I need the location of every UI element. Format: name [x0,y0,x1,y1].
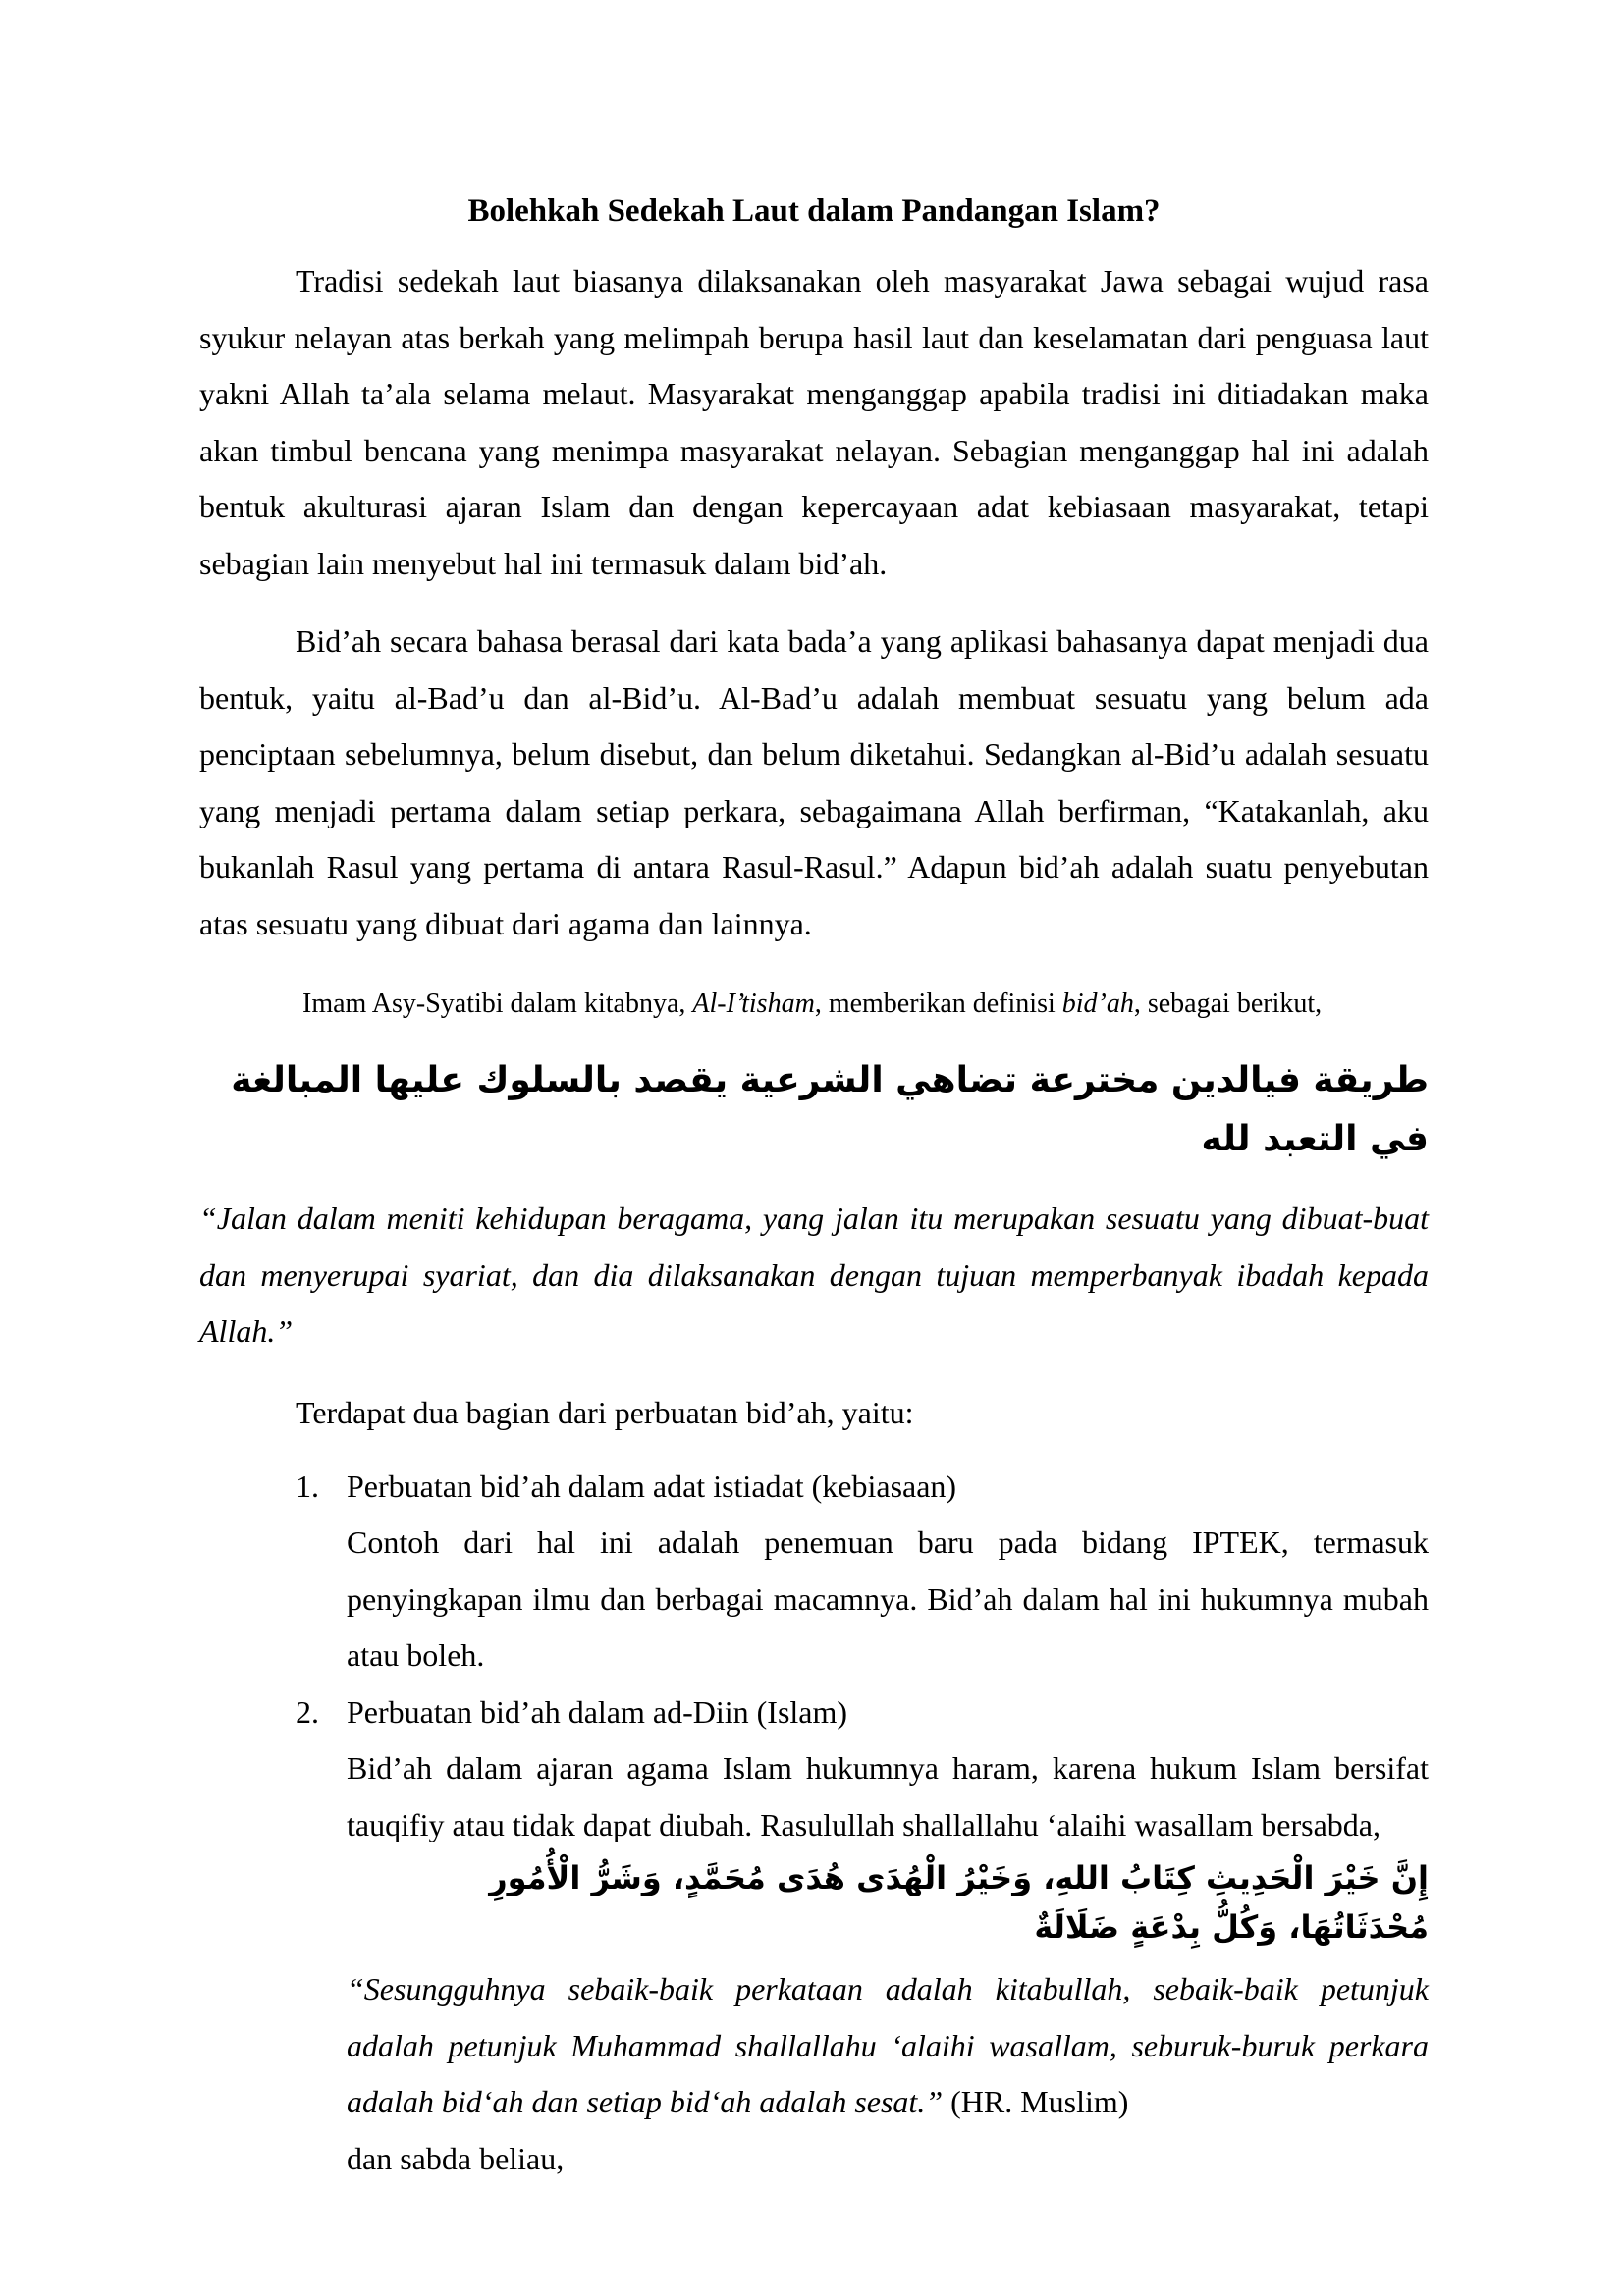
hadith-translation-text: “Sesungguhnya sebaik-baik perkataan adalah kitabullah, sebaik-baik petunjuk adalah petunjuk Muhammad shallallahu ‘alaihi wasallam, seburuk-buruk perkara adalah bid‘ah dan setiap bid‘ah adalah sesat.” [347,1971,1429,2119]
list-item-body: Contoh dari hal ini adalah penemuan baru pada bidang IPTEK, termasuk penyingkapan ilmu dan berbagai macamnya. Bid’ah dalam hal ini hukumnya mubah atau boleh. [347,1524,1429,1673]
definition-translation: “Jalan dalam meniti kehidupan beragama, yang jalan itu merupakan sesuatu yang dibuat-buat dan menyerupai syariat, dan dia dilaksanakan dengan tujuan memperbanyak ibadah kepada Allah.” [199,1201,1429,1349]
hadith-translation [347,1961,1429,2131]
list-number: 1. [296,1468,319,1504]
definition-intro-after: , sebagai berikut, [1133,988,1323,1019]
list-item-heading: Perbuatan bid’ah dalam adat istiadat (kebiasaan) [347,1468,957,1504]
document-page [199,187,1429,2187]
list-item-heading: Perbuatan bid’ah dalam ad-Diin (Islam) [347,1693,848,1730]
paragraph-bidah-definition: Bid’ah secara bahasa berasal dari kata bada’a yang aplikasi bahasanya dapat menjadi dua bentuk, yaitu al-Bad’u dan al-Bid’u. Al-Bad’u adalah membuat sesuatu yang belum ada penciptaan sebelumnya, belum disebut, dan belum diketahui. Sedangkan al-Bid’u adalah sesuatu yang menjadi pertama dalam setiap perkara, sebagaimana Allah berfirman, “Katakanlah, aku bukanlah Rasul yang pertama di antara Rasul-Rasul.” Adapun bid’ah adalah suatu penyebutan atas sesuatu yang dibuat dari agama dan lainnya. [199,623,1429,941]
definition-intro [302,985,1429,1024]
list-item-ad-diin [199,1684,1429,2188]
definition-intro-middle: , memberikan definisi [814,988,1062,1019]
hadith-arabic: إِنَّ خَيْرَ الْحَدِيثِ كِتَابُ اللهِ، وَخَيْرُ الْهُدَى هُدَى مُحَمَّدٍ، وَشَرُّ الْأُمُورِ مُحْدَثَاتُهَا، وَكُلُّ بِدْعَةٍ ضَلَالَةٌ [489,1859,1429,1946]
hadith-source: (HR. Muslim) [943,2084,1129,2119]
term-bidah: bid’ah [1061,988,1134,1019]
closing-line: dan sabda beliau, [347,2140,565,2176]
bidah-types-list [199,1459,1429,2188]
list-item-body: Bid’ah dalam ajaran agama Islam hukumnya haram, karena hukum Islam bersifat tauqifiy atau tidak dapat diubah. Rasulullah shallallahu ‘alaihi wasallam bersabda, [347,1750,1429,1842]
list-number: 2. [296,1693,319,1730]
document-title: Bolehkah Sedekah Laut dalam Pandangan Islam? [467,193,1161,229]
list-item-adat [199,1459,1429,1684]
definition-intro-before: Imam Asy-Syatibi dalam kitabnya, [302,988,693,1019]
types-lead: Terdapat dua bagian dari perbuatan bid’ah, yaitu: [296,1394,914,1430]
definition-arabic: طريقة فيالدين مخترعة تضاهي الشرعية يقصد بالسلوك عليها المبالغة في التعبد لله [231,1060,1429,1159]
paragraph-sedekah-laut: Tradisi sedekah laut biasanya dilaksanakan oleh masyarakat Jawa sebagai wujud rasa syukur nelayan atas berkah yang melimpah berupa hasil laut dan keselamatan dari penguasa laut yakni Allah ta’ala selama melaut. Masyarakat menganggap apabila tradisi ini ditiadakan maka akan timbul bencana yang menimpa masyarakat nelayan. Sebagian menganggap hal ini adalah bentuk akulturasi ajaran Islam dan dengan kepercayaan adat kebiasaan masyarakat, tetapi sebagian lain menyebut hal ini termasuk dalam bid’ah. [199,263,1429,581]
book-title: Al-I’tisham [692,988,815,1019]
